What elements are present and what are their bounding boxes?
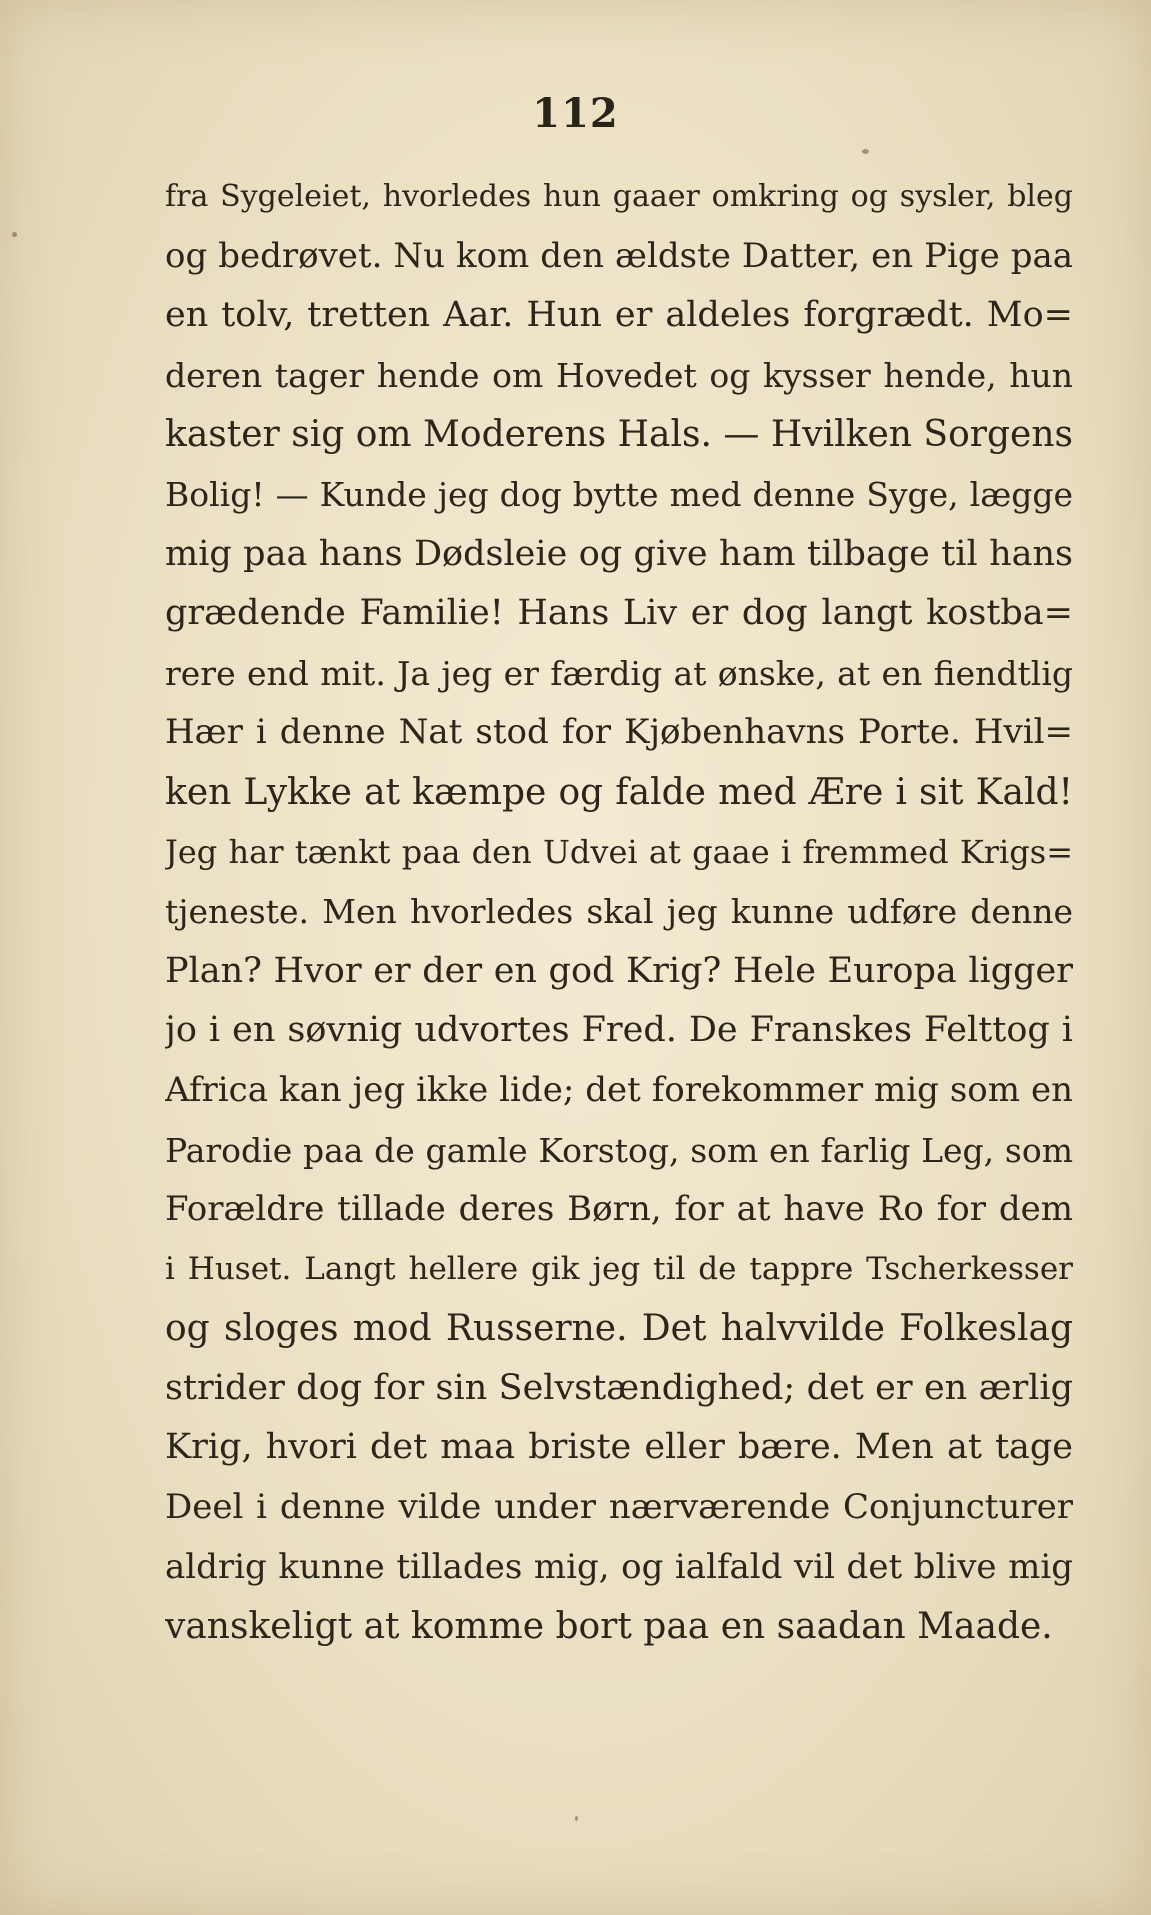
text-line: Bolig! — Kunde jeg dog bytte med denne Syge, lægge: [165, 474, 1073, 514]
text-line: kaster sig om Moderens Hals. — Hvilken Sorgens: [165, 414, 1073, 456]
text-line: Plan? Hvor er der en god Krig? Hele Europa ligger: [165, 950, 1073, 991]
text-line: Africa kan jeg ikke lide; det forekommer mig som en: [165, 1069, 1073, 1110]
text-line: Forældre tillade deres Børn, for at have Ro for dem: [165, 1189, 1073, 1230]
ink-speck: [575, 1816, 578, 1821]
body-text: [165, 167, 1073, 1657]
ink-speck: [12, 232, 17, 237]
text-line: tjeneste. Men hvorledes skal jeg kunne udføre denne: [165, 892, 1073, 932]
text-line: Deel i denne vilde under nærværende Conjuncturer: [165, 1487, 1073, 1528]
text-line: vanskeligt at komme bort paa en saadan Maade.: [165, 1606, 1053, 1648]
text-line: grædende Familie! Hans Liv er dog langt kostba=: [165, 593, 1073, 634]
text-line: Krig, hvori det maa briste eller bære. Men at tage: [165, 1427, 1073, 1468]
text-line: deren tager hende om Hovedet og kysser hende, hun: [165, 355, 1073, 395]
text-line: ken Lykke at kæmpe og falde med Ære i sit Kald!: [165, 771, 1073, 813]
text-line: og sloges mod Russerne. Det halvvilde Folkeslag: [165, 1308, 1073, 1350]
text-line: Hær i denne Nat stod for Kjøbenhavns Porte. Hvil=: [165, 712, 1073, 753]
text-line: fra Sygeleiet, hvorledes hun gaaer omkring og sysler, bleg: [165, 179, 1073, 214]
text-line: Parodie paa de gamle Korstog, som en farlig Leg, som: [165, 1130, 1073, 1170]
text-line: Jeg har tænkt paa den Udvei at gaae i fremmed Krigs=: [165, 832, 1073, 871]
text-line: aldrig kunne tillades mig, og ialfald vil det blive mig: [165, 1546, 1073, 1587]
text-line: jo i en søvnig udvortes Fred. De Franskes Felttog i: [165, 1010, 1073, 1051]
text-line: og bedrøvet. Nu kom den ældste Datter, en Pige paa: [165, 235, 1073, 276]
text-line: rere end mit. Ja jeg er færdig at ønske, at en fiendtlig: [165, 653, 1073, 693]
text-line: mig paa hans Dødsleie og give ham tilbage til hans: [165, 533, 1073, 574]
text-line: i Huset. Langt hellere gik jeg til de tappre Tscherkesser: [165, 1250, 1073, 1287]
text-line: strider dog for sin Selvstændighed; det er en ærlig: [165, 1367, 1073, 1408]
page-number: 112: [532, 90, 619, 137]
text-line: en tolv, tretten Aar. Hun er aldeles forgrædt. Mo=: [165, 295, 1073, 336]
ink-speck: [862, 149, 869, 154]
